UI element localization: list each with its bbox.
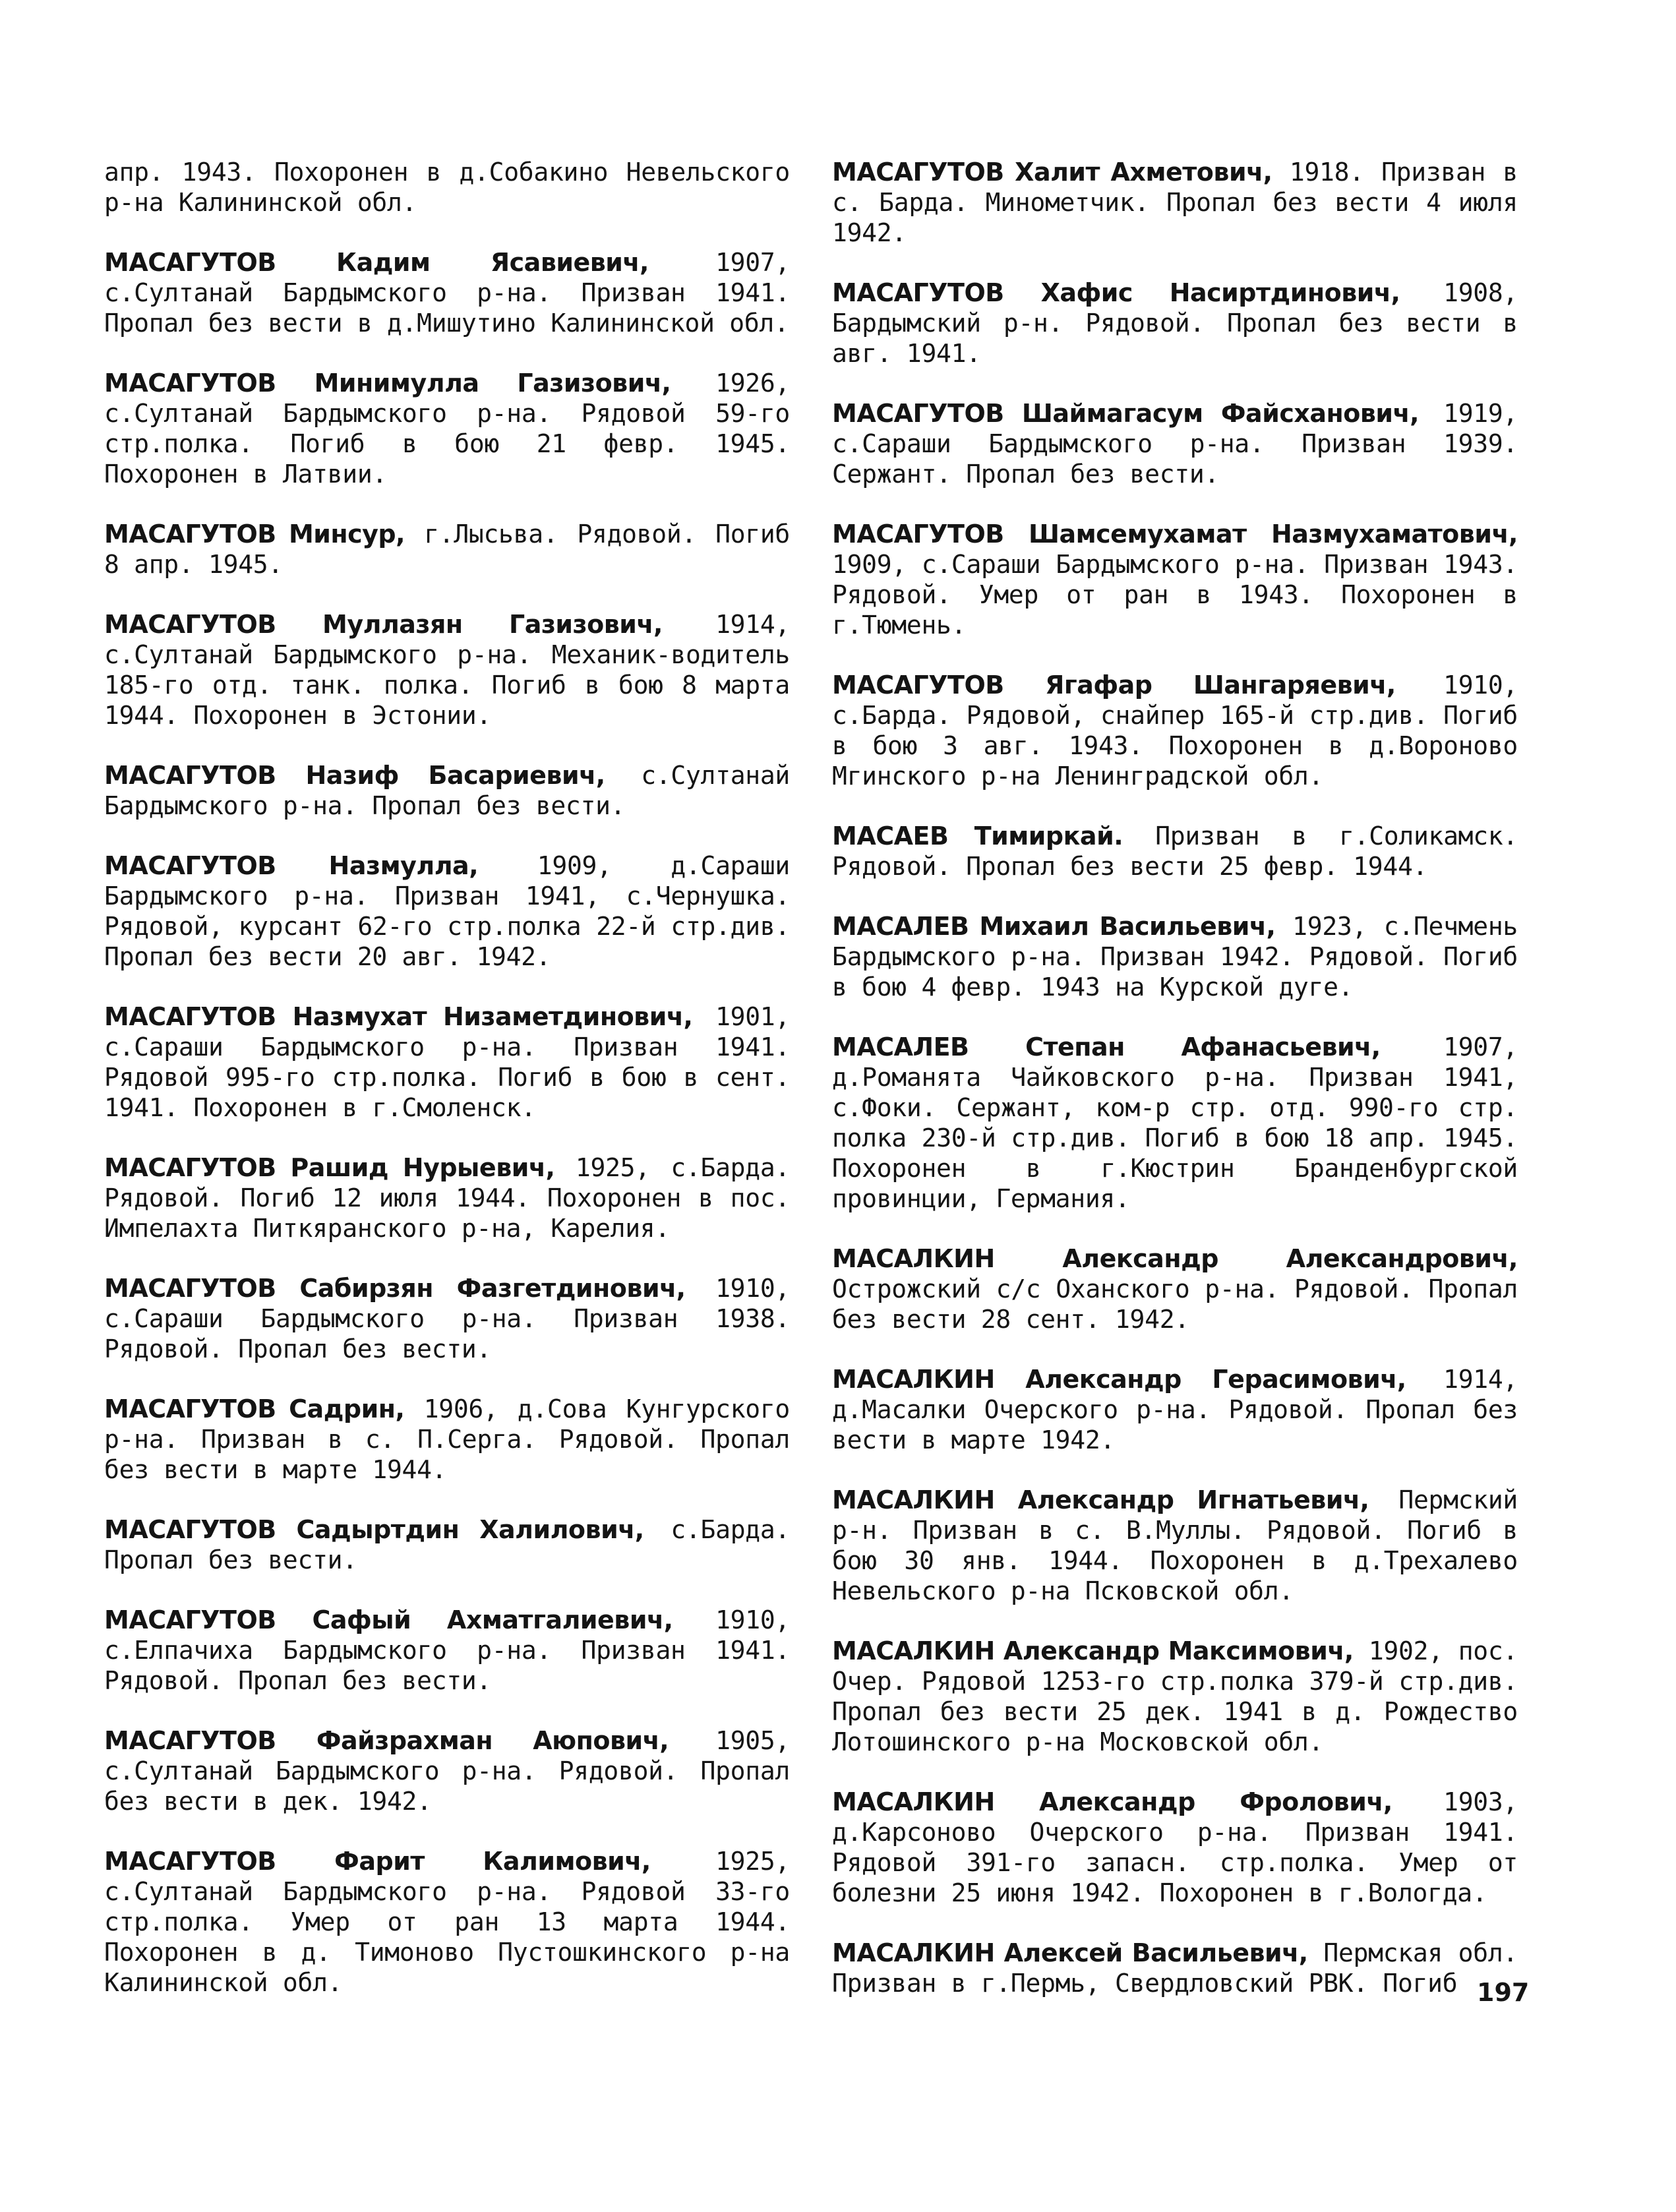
entry-text: 1906, д.Сова Кунгурского р-на. Призван в с. П.Серга. Рядовой. Пропал без вести в марте 1944. xyxy=(104,1394,790,1484)
entry-name: МАСАЕВ Тимиркай. xyxy=(832,822,1123,851)
entry-text: 1919, с.Сараши Бардымского р-на. Призван 1939. Сержант. Пропал без вести. xyxy=(832,399,1518,489)
entry-text: Пермская обл. Призван в г.Пермь, Свердловский РВК. Погиб xyxy=(832,1938,1518,1998)
entry-name: МАСАЛЕВ Михаил Васильевич, xyxy=(832,912,1276,941)
list-item xyxy=(104,1514,790,1575)
entry-text: 1908, Бардымский р-н. Рядовой. Пропал без вести в авг. 1941. xyxy=(832,278,1518,368)
entry-text: 1914, с.Султанай Бардымского р-на. Механик-водитель 185-го отд. танк. полка. Погиб в бою 8 марта 1944. Похоронен в Эстонии. xyxy=(104,610,790,730)
list-item xyxy=(832,670,1518,791)
list-item xyxy=(104,368,790,489)
entry-text: апр. 1943. Похоронен в д.Собакино Невельского р-на Калининской обл. xyxy=(104,158,790,217)
entry-name: МАСАГУТОВ Муллазян Газизович, xyxy=(104,610,663,639)
entry-name: МАСАГУТОВ Сафый Ахматгалиевич, xyxy=(104,1605,673,1634)
entry-name: МАСАЛКИН Александр Фролович, xyxy=(832,1787,1392,1816)
entry-name: МАСАГУТОВ Шаймагасум Файсханович, xyxy=(832,399,1420,428)
entry-text: с.Барда. Пропал без вести. xyxy=(104,1515,791,1574)
entry-name: МАСАЛКИН Александр Максимович, xyxy=(832,1636,1354,1665)
list-item xyxy=(832,821,1518,882)
entry-name: МАСАГУТОВ Кадим Ясавиевич, xyxy=(104,248,649,277)
entry-name: МАСАГУТОВ Садыртдин Халилович, xyxy=(104,1515,644,1544)
list-item xyxy=(104,247,790,338)
entry-text: 1907, с.Султанай Бардымского р-на. Призван 1941. Пропал без вести в д.Мишутино Калининской обл. xyxy=(104,248,790,338)
entry-name: МАСАГУТОВ Файзрахман Аюпович, xyxy=(104,1726,669,1755)
entry-text: 1925, с.Султанай Бардымского р-на. Рядовой 33-го стр.полка. Умер от ран 13 марта 1944. Похоронен в д. Тимоново Пустошкинского р-на Калининской обл. xyxy=(104,1847,790,1997)
list-item xyxy=(832,1243,1518,1334)
right-column xyxy=(832,157,1518,2028)
entry-text: 1910, с.Сараши Бардымского р-на. Призван 1938. Рядовой. Пропал без вести. xyxy=(104,1274,790,1363)
entry-name: МАСАГУТОВ Халит Ахметович, xyxy=(832,158,1272,187)
entry-name: МАСАГУТОВ Ягафар Шангаряевич, xyxy=(832,671,1396,700)
entry-name: МАСАГУТОВ Хафис Насиртдинович, xyxy=(832,278,1400,307)
entry-text: с.Султанай Бардымского р-на. Пропал без вести. xyxy=(104,761,791,820)
entry-name: МАСАЛКИН Александр Игнатьевич, xyxy=(832,1485,1369,1514)
list-item xyxy=(832,278,1518,369)
entry-text: 1925, с.Барда. Рядовой. Погиб 12 июля 1944. Похоронен в пос. Импелахта Питкяранского р-на, Карелия. xyxy=(104,1153,790,1243)
list-item xyxy=(104,609,790,731)
list-item xyxy=(104,1394,790,1485)
entry-text: 1909, с.Сараши Бардымского р-на. Призван 1943. Рядовой. Умер от ран в 1943. Похоронен в г.Тюмень. xyxy=(832,550,1518,640)
entry-name: МАСАГУТОВ Минсур, xyxy=(104,520,405,549)
list-item xyxy=(832,1938,1518,1998)
list-item xyxy=(104,1725,790,1816)
entry-text: 1910, с.Елпачиха Бардымского р-на. Призван 1941. Рядовой. Пропал без вести. xyxy=(104,1605,790,1695)
list-item xyxy=(832,1787,1518,1908)
list-item xyxy=(104,1001,790,1123)
entry-text: 1926, с.Султанай Бардымского р-на. Рядовой 59-го стр.полка. Погиб в бою 21 февр. 1945. Похоронен в Латвии. xyxy=(104,369,791,489)
entry-text: 1910, с.Барда. Рядовой, снайпер 165-й стр.див. Погиб в бою 3 авг. 1943. Похоронен в д.Вороново Мгинского р-на Ленинградской обл. xyxy=(832,671,1518,791)
entry-name: МАСАГУТОВ Рашид Нурыевич, xyxy=(104,1153,555,1182)
list-item xyxy=(832,1364,1518,1455)
list-item xyxy=(104,1846,790,1998)
list-item xyxy=(104,1273,790,1364)
entry-name: МАСАЛКИН Александр Герасимович, xyxy=(832,1365,1406,1394)
entry-text: 1907, д.Романята Чайковского р-на. Призван 1941, с.Фоки. Сержант, ком-р стр. отд. 990-го стр. полка 230-й стр.див. Погиб в бою 18 апр. 1945. Похоронен в г.Кюстрин Бранденбургской провинции, Германия. xyxy=(832,1032,1518,1213)
entry-name: МАСАГУТОВ Минимулла Газизович, xyxy=(104,369,671,398)
list-item xyxy=(832,398,1518,489)
entry-name: МАСАГУТОВ Фарит Калимович, xyxy=(104,1847,651,1876)
entry-name: МАСАГУТОВ Сабирзян Фазгетдинович, xyxy=(104,1274,686,1303)
entry-text: 1914, д.Масалки Очерского р-на. Рядовой. Пропал без вести в марте 1942. xyxy=(832,1365,1518,1454)
list-item xyxy=(104,519,790,580)
list-item xyxy=(104,1605,790,1696)
entry-text: 1909, д.Сараши Бардымского р-на. Призван 1941, с.Чернушка. Рядовой, курсант 62-го стр.полка 22-й стр.див. Пропал без вести 20 авг. 1942. xyxy=(104,851,790,971)
entry-text: Призван в г.Соликамск. Рядовой. Пропал без вести 25 февр. 1944. xyxy=(832,822,1518,881)
entry-name: МАСАЛКИН Александр Александрович, xyxy=(832,1244,1518,1273)
list-item xyxy=(832,519,1518,640)
entry-text: 1905, с.Султанай Бардымского р-на. Рядовой. Пропал без вести в дек. 1942. xyxy=(104,1726,791,1816)
entry-text: 1901, с.Сараши Бардымского р-на. Призван 1941. Рядовой 995-го стр.полка. Погиб в бою в сент. 1941. Похоронен в г.Смоленск. xyxy=(104,1002,790,1122)
list-item xyxy=(104,851,790,972)
list-item xyxy=(832,1032,1518,1214)
left-column xyxy=(104,157,790,2027)
entry-name: МАСАГУТОВ Садрин, xyxy=(104,1394,405,1423)
entry-text: Острожский с/с Оханского р-на. Рядовой. Пропал без вести 28 сент. 1942. xyxy=(832,1274,1518,1334)
entry-name: МАСАЛЕВ Степан Афанасьевич, xyxy=(832,1032,1381,1061)
list-item xyxy=(832,1636,1518,1757)
list-item xyxy=(832,911,1518,1002)
entry-text: 1923, с.Печмень Бардымского р-на. Призван 1942. Рядовой. Погиб в бою 4 февр. 1943 на Курской дуге. xyxy=(832,912,1518,1001)
list-item xyxy=(832,157,1518,248)
entry-name: МАСАЛКИН Алексей Васильевич, xyxy=(832,1938,1308,1967)
list-item xyxy=(832,1485,1518,1606)
entry-name: МАСАГУТОВ Шамсемухамат Назмухаматович, xyxy=(832,520,1518,549)
entry-text: 1902, пос. Очер. Рядовой 1253-го стр.полка 379-й стр.див. Пропал без вести 25 дек. 1941 в д. Рождество Лотошинского р-на Московской обл. xyxy=(832,1636,1518,1756)
entry-text: г.Лысьва. Рядовой. Погиб 8 апр. 1945. xyxy=(104,520,791,579)
page-number: 197 xyxy=(1477,1978,1530,2007)
entry-name: МАСАГУТОВ Назмухат Низаметдинович, xyxy=(104,1002,693,1031)
entry-text: 1918. Призван в с. Барда. Минометчик. Пропал без вести 4 июля 1942. xyxy=(832,158,1518,247)
entry-name: МАСАГУТОВ Назиф Басариевич, xyxy=(104,761,605,790)
list-item xyxy=(104,157,790,218)
entry-name: МАСАГУТОВ Назмулла, xyxy=(104,851,479,880)
entry-text: Пермский р-н. Призван в с. В.Муллы. Рядовой. Погиб в бою 30 янв. 1944. Похоронен в д.Трехалево Невельского р-на Псковской обл. xyxy=(832,1485,1518,1605)
list-item xyxy=(104,1152,790,1243)
list-item xyxy=(104,760,790,821)
entry-text: 1903, д.Карсоново Очерского р-на. Призван 1941. Рядовой 391-го запасн. стр.полка. Умер от болезни 25 июня 1942. Похоронен в г.Вологда. xyxy=(832,1787,1518,1907)
